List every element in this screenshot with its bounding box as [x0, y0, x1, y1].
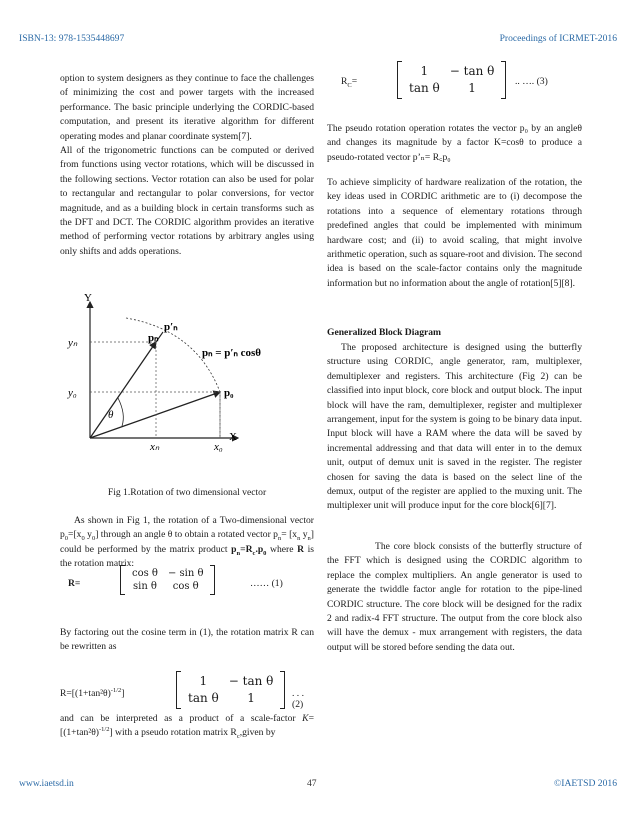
left-column-top: [60, 72, 314, 259]
relation-label: pₙ = p′ₙ cosθ: [202, 347, 262, 359]
angle-arc: [118, 398, 123, 426]
paragraph-factoring: By factoring out the cosine term in (1), the rotation matrix R can be rewritten as: [60, 627, 314, 653]
equation-3: [327, 62, 582, 108]
header-proceedings: Proceedings of ICRMET-2016: [499, 33, 617, 44]
p0-label: p₀: [224, 387, 234, 399]
footer-site-link[interactable]: www.iaetsd.in: [19, 778, 74, 789]
paragraph-pseudo-rotation: The pseudo rotation operation rotates the vector p₀ by an angleθ and changes its magnitude by a factor K=cosθ to produce a pseudo-rotated vector p’ₙ= R꜀p₀: [327, 123, 582, 163]
footer-copyright: ©IAETSD 2016: [554, 778, 617, 789]
eq3-label: $R_C=$: [341, 76, 358, 89]
xn-label: xₙ: [150, 441, 160, 453]
paragraph-rotation: As shown in Fig 1, the rotation of a Two-dimensional vector $p_0=[x_0$ $y_0$] through an angle θ to obtain a rotated vector $p_n= [x_n$ $y_n$] could be performed by the matrix product $p_n=R_c.p_0$ where R is the rotation matrix:: [60, 515, 314, 570]
eq1-number: …… (1): [250, 578, 283, 589]
matrix-pseudo-eq3: 1 − tan θ tan θ 1: [397, 62, 506, 98]
header-isbn: ISBN-13: 978-1535448697: [19, 33, 125, 44]
section-heading: Generalized Block Diagram: [327, 327, 442, 338]
pn-prime-label: p′ₙ: [164, 321, 178, 333]
y-axis-label: Y: [84, 292, 92, 304]
yn-label: yₙ: [68, 337, 78, 349]
matrix-pseudo-eq2: 1 − tan θ tan θ 1: [176, 672, 285, 708]
page-number: 47: [307, 778, 317, 789]
figure-caption: Fig 1.Rotation of two dimensional vector: [107, 487, 267, 498]
paragraph-intro: option to system designers as they continue to face the challenges of minimizing the cost and power targets with the increased performance. The basic principle underlying the CORDIC-based computation, and present its iterative algorithm for different operating modes and planar coordinate system[7].: [60, 73, 314, 142]
paragraph-scale-factor: and can be interpreted as a product of a scale-factor $K=[(1+\tan^2\theta)^{-1/2}]$ with a pseudo rotation matrix $R_c,given$ by: [60, 713, 314, 741]
eq2-number: . . .(2): [292, 688, 304, 710]
matrix-rotation: cos θ − sin θ sin θ cos θ: [120, 566, 215, 594]
x0-label: x₀: [214, 441, 223, 453]
equation-1: [60, 564, 314, 606]
paragraph-trig: All of the trigonometric functions can be computed or derived from functions using vector rotations, which will be discussed in the following sections. Vector rotation can also be used for polar to rectangular and rectangular to polar conversions, for vector magnitude, and as a building block in certain transforms such as the DFT and DCT. The CORDIC algorithm provides an iterative method of performing vector rotations by arbitrary angles using only shifts and adds operations.: [60, 145, 314, 257]
y0-label: y₀: [68, 387, 77, 399]
eq3-number: .. …. (3): [515, 76, 548, 87]
eq1-label: R=: [68, 578, 81, 589]
paragraph-architecture: The proposed architecture is designed using the butterfly structure using CORDIC, angle generator, ram, multiplexer, demultiplexer and registers. This architecture (Fig 2) can be classified into input block, core block and output block. The input block will have the ram, demultiplexer, register and multiplexer arrangement, input for the system is going to be binary data input. Input block will have a RAM where the data will be saved by incremental addressing and that data will enter in to the demux unit, output of demux unit is saved in the register. The register chosen for saving the data is based on the select line of the demux, output of the register are applied to the muxing unit. The multiplexer unit will produce input for the core block[6][7].: [327, 342, 582, 512]
pn-label: pₙ: [148, 332, 159, 344]
paragraph-core-block: The core block consists of the butterfly structure of the FFT which is designed using the CORDIC algorithm to replace the complex multipliers. An angle generator is used to generate the twiddle factor angle for rotation to the pipe-lined CORDIC structure. The core block will be designed for the radix 2 and radix-4 FFT structure. The output from the core block also will have the demux - mux arrangement with registers, the data output will be stored before sending the data out.: [327, 541, 582, 653]
theta-label: θ: [108, 409, 114, 421]
x-axis-label: X: [229, 431, 237, 443]
paragraph-hardware: To achieve simplicity of hardware realization of the rotation, the key ideas used in CORDIC arithmetic are to (i) decompose the rotations into a sequence of elementary rotations through predefined angles that could be implemented with minimum hardware cost; and (ii) to avoid scaling, that might involve arithmetic operation, such as square-root and division. The second idea is based on the scale-factor contains only the magnitude information but no information about the angle of rotation[5][8].: [327, 177, 582, 289]
figure-vector-rotation: [66, 290, 316, 460]
eq2-prefix: $R=[(1+\tan^2\theta)^{-1/2}]$: [60, 686, 125, 699]
